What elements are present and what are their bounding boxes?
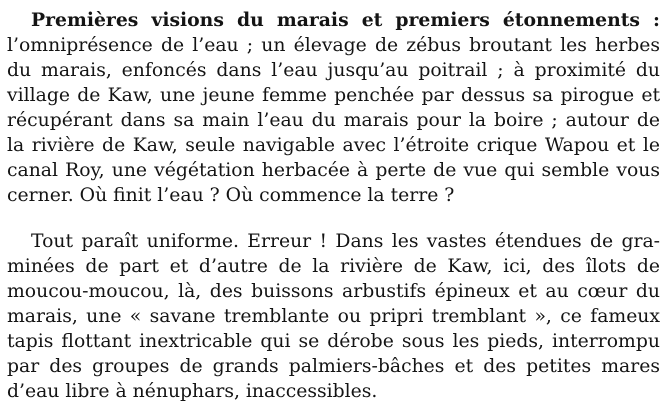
paragraph-1	[7, 8, 660, 208]
paragraph-2-line-5: tapis flottant inextricable qui se dérobe sous les pieds, interrompu	[7, 331, 660, 352]
paragraph-2-line-2: minées de part et d’autre de la rivière de Kaw, ici, des îlots de	[7, 256, 660, 277]
paragraph-1-line-2: du marais, enfoncés dans l’eau jusqu’au poitrail ; à proximité du	[7, 60, 660, 81]
paragraph-2-line-1: Tout paraît uniforme. Erreur ! Dans les vastes étendues de gra-	[31, 231, 660, 252]
paragraph-1-line-7: cerner. Où finit l’eau ? Où commence la terre ?	[7, 185, 455, 206]
paragraph-1-line-1: l’omniprésence de l’eau ; un élevage de zébus broutant les herbes	[7, 35, 660, 56]
paragraph-1-line-6: canal Roy, une végétation herbacée à perte de vue qui semble vous	[7, 160, 660, 181]
paragraph-1-line-0	[7, 8, 660, 33]
paragraph-1-lead-heading: Premières visions du marais et premiers étonnements :	[31, 9, 660, 31]
paragraph-2	[7, 229, 660, 404]
paragraph-1-line-4: récupérant dans sa main l’eau du marais pour la boire ; autour de	[7, 110, 660, 131]
paragraph-2-line-4: marais, une « savane tremblante ou pripri tremblant », ce fameux	[7, 306, 660, 327]
paragraph-1-line-5: la rivière de Kaw, seule navigable avec l’étroite crique Wapou et le	[7, 135, 660, 156]
paragraph-2-line-3: moucou-moucou, là, des buissons arbustifs épineux et au cœur du	[7, 281, 660, 302]
paragraph-2-line-7: d’eau libre à nénuphars, inaccessibles.	[7, 381, 378, 402]
paragraph-2-line-6: par des groupes de grands palmiers-bâches et des petites mares	[7, 356, 660, 377]
paragraph-1-line-3: village de Kaw, une jeune femme penchée par dessus sa pirogue et	[7, 85, 660, 106]
